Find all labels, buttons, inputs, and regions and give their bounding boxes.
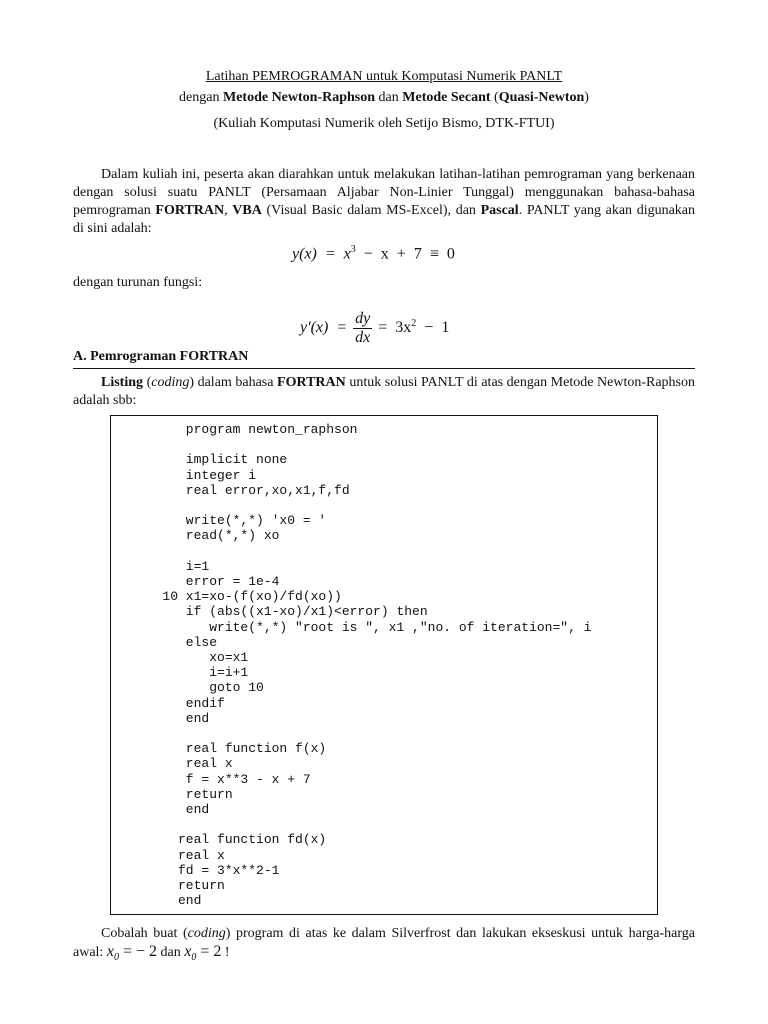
code-line: end [139, 710, 210, 726]
intro-text-c: . PANLT yang akan digunakan di sini adalah: [73, 203, 696, 236]
eq1-exponent: 3 [350, 244, 356, 255]
listing-word: Listing [101, 375, 144, 390]
method-secant: Metode Secant [402, 90, 491, 105]
intro-sep: , [224, 203, 233, 218]
code-line: real error,xo,x1,f,fd [139, 482, 350, 498]
listing-lang: FORTRAN [277, 375, 346, 390]
code-line: else [139, 634, 218, 650]
eq2-rhs-a: = 3x [378, 319, 412, 337]
code-line: 10 x1=xo-(f(xo)/fd(xo)) [139, 589, 342, 605]
code-line: return [139, 878, 225, 894]
closing-coding-word: coding [187, 926, 226, 941]
code-line: endif [139, 695, 225, 711]
eq2-rhs-b: − 1 [416, 319, 450, 337]
intro-lang-fortran: FORTRAN [155, 203, 225, 218]
code-line: real x [139, 756, 233, 772]
code-line: real function fd(x) [139, 832, 327, 848]
code-line: goto 10 [139, 680, 264, 696]
equation-derivative [300, 310, 449, 347]
fraction-numerator: dy [355, 310, 371, 327]
fortran-code [139, 422, 591, 909]
derivative-label: dengan turunan fungsi: [73, 275, 203, 290]
closing-paragraph [73, 925, 695, 967]
closing-text-b: ) program di atas ke dalam Silverfrost dan lakukan ekseskusi untuk harga-harga awal: [73, 926, 695, 960]
eq2-exponent: 2 [411, 317, 417, 329]
code-line: integer i [139, 467, 257, 483]
intro-lang-vba: VBA [232, 203, 262, 218]
intro-paragraph [73, 166, 695, 238]
closing-text-a: Cobalah buat ( [101, 926, 188, 941]
subtitle-mid: dan [375, 90, 403, 105]
code-line: write(*,*) "root is ", x1 ,"no. of iteration=", i [139, 619, 592, 635]
code-line: implicit none [139, 452, 288, 468]
code-line: end [139, 893, 202, 909]
code-line: if (abs((x1-xo)/x1)<error) then [139, 604, 428, 620]
subtitle-pre: dengan [179, 90, 223, 105]
initial-x0-b [184, 943, 197, 964]
code-line: end [139, 802, 210, 818]
section-heading-fortran: A. Pemrograman FORTRAN [73, 348, 695, 369]
eq1-rhs: − x + 7 ≡ 0 [355, 245, 455, 263]
fraction-denominator: dx [355, 329, 371, 346]
coding-word: coding [151, 375, 190, 390]
listing-text-b: untuk solusi PANLT di atas dengan Metode Newton-Raphson adalah sbb: [73, 375, 695, 408]
closing-mid: dan [156, 945, 185, 960]
x0b-base: x [184, 943, 192, 960]
x0b-sub: 0 [191, 952, 197, 964]
x0a-base: x [106, 943, 114, 960]
intro-text-b: (Visual Basic dalam MS-Excel), dan [261, 203, 481, 218]
derivative-fraction [353, 310, 372, 347]
code-line: read(*,*) xo [139, 528, 280, 544]
document-subtitle [0, 89, 768, 107]
subtitle-paren-close: ) [584, 90, 589, 105]
document-title: Latihan PEMROGRAMAN untuk Komputasi Numerik PANLT [205, 69, 563, 84]
closing-end: ! [221, 945, 230, 960]
equation-function [292, 244, 455, 263]
code-line: xo=x1 [139, 650, 249, 666]
code-line: real x [139, 847, 225, 863]
code-line: write(*,*) 'x0 = ' [139, 513, 327, 529]
intro-text-a: Dalam kuliah ini, peserta akan diarahkan untuk melakukan latihan-latihan pemrograman yang berkenaan dengan solusi suatu PANLT (Persamaan Aljabar Non-Linier Tunggal) menggunakan bahasa-bahasa pemrograman [73, 167, 695, 218]
listing-intro-paragraph [73, 374, 695, 410]
initial-x0-a-value: = − 2 [118, 943, 157, 960]
code-line: i=i+1 [139, 665, 249, 681]
subtitle-paren-open: ( [490, 90, 499, 105]
method-newton-raphson: Metode Newton-Raphson [222, 90, 376, 105]
listing-text-a: ) dalam bahasa [189, 375, 278, 390]
code-line: i=1 [139, 558, 210, 574]
code-line: return [139, 786, 233, 802]
eq2-lhs: y′(x) = [300, 319, 348, 337]
code-line: error = 1e-4 [139, 574, 280, 590]
eq1-lhs: y(x) = x [292, 245, 351, 263]
initial-x0-b-value: = 2 [196, 943, 222, 960]
method-quasi-newton: Quasi-Newton [498, 90, 585, 105]
code-line: program newton_raphson [139, 422, 358, 437]
initial-x0-a [106, 943, 119, 964]
intro-lang-pascal: Pascal [480, 203, 519, 218]
code-line: fd = 3*x**2-1 [139, 862, 280, 878]
x0a-sub: 0 [113, 952, 119, 964]
code-line: real function f(x) [139, 741, 327, 757]
code-line: f = x**3 - x + 7 [139, 771, 311, 787]
course-credit: (Kuliah Komputasi Numerik oleh Setijo Bismo, DTK-FTUI) [213, 116, 555, 131]
code-listing-box [110, 415, 658, 915]
listing-paren: ( [143, 375, 152, 390]
